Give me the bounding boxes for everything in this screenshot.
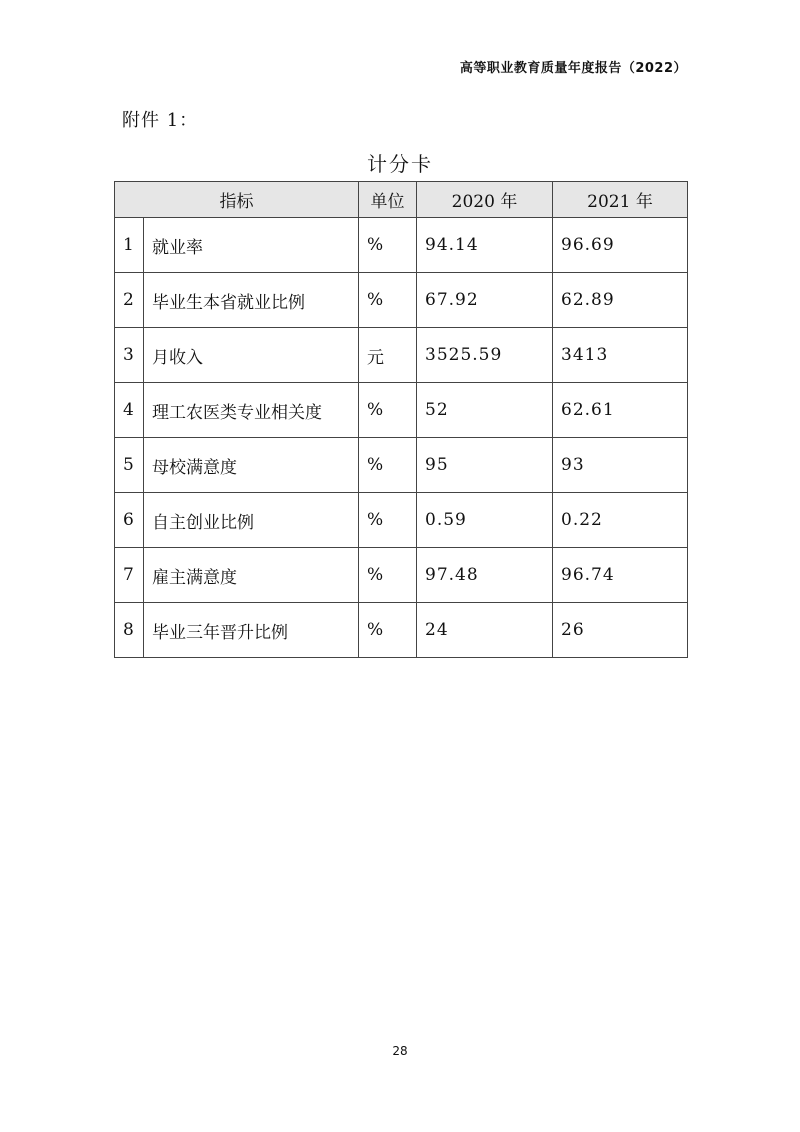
- value-2021-cell: 0.22: [553, 493, 688, 548]
- unit-cell: %: [359, 438, 417, 493]
- value-2021-cell: 26: [553, 603, 688, 658]
- page-number: 28: [392, 1044, 408, 1058]
- unit-cell: %: [359, 273, 417, 328]
- row-number: 2: [115, 273, 144, 328]
- value-2021-cell: 93: [553, 438, 688, 493]
- unit-cell: %: [359, 603, 417, 658]
- unit-cell: %: [359, 383, 417, 438]
- value-2020-cell: 0.59: [417, 493, 553, 548]
- value-2020-cell: 95: [417, 438, 553, 493]
- row-number: 7: [115, 548, 144, 603]
- table-header-row: [115, 182, 688, 218]
- column-header-2021: 2021 年: [553, 182, 688, 218]
- table-row: [115, 273, 688, 328]
- table-row: [115, 383, 688, 438]
- attachment-label: 附件 1：: [122, 110, 199, 131]
- table-header: [115, 182, 688, 218]
- row-number: 4: [115, 383, 144, 438]
- value-2020-cell: 52: [417, 383, 553, 438]
- column-header-unit: 单位: [359, 182, 417, 218]
- indicator-cell: 月收入: [144, 328, 359, 383]
- value-2020-cell: 97.48: [417, 548, 553, 603]
- table-title: 计分卡: [367, 152, 433, 176]
- value-2020-cell: 67.92: [417, 273, 553, 328]
- row-number: 3: [115, 328, 144, 383]
- indicator-cell: 母校满意度: [144, 438, 359, 493]
- value-2020-cell: 24: [417, 603, 553, 658]
- value-2021-cell: 96.74: [553, 548, 688, 603]
- indicator-cell: 就业率: [144, 218, 359, 273]
- value-2020-cell: 3525.59: [417, 328, 553, 383]
- unit-cell: %: [359, 218, 417, 273]
- value-2020-cell: 94.14: [417, 218, 553, 273]
- row-number: 8: [115, 603, 144, 658]
- indicator-cell: 雇主满意度: [144, 548, 359, 603]
- indicator-cell: 毕业生本省就业比例: [144, 273, 359, 328]
- row-number: 6: [115, 493, 144, 548]
- table-row: [115, 493, 688, 548]
- table-row: [115, 218, 688, 273]
- value-2021-cell: 96.69: [553, 218, 688, 273]
- score-card-table: [114, 181, 688, 658]
- table-row: [115, 603, 688, 658]
- table-row: [115, 438, 688, 493]
- indicator-cell: 理工农医类专业相关度: [144, 383, 359, 438]
- value-2021-cell: 62.61: [553, 383, 688, 438]
- column-header-2020: 2020 年: [417, 182, 553, 218]
- table-row: [115, 548, 688, 603]
- unit-cell: 元: [359, 328, 417, 383]
- row-number: 1: [115, 218, 144, 273]
- indicator-cell: 自主创业比例: [144, 493, 359, 548]
- indicator-cell: 毕业三年晋升比例: [144, 603, 359, 658]
- column-header-indicator: 指标: [115, 182, 359, 218]
- report-header-title: 高等职业教育质量年度报告（2022）: [459, 61, 687, 76]
- row-number: 5: [115, 438, 144, 493]
- unit-cell: %: [359, 493, 417, 548]
- table-row: [115, 328, 688, 383]
- value-2021-cell: 62.89: [553, 273, 688, 328]
- unit-cell: %: [359, 548, 417, 603]
- value-2021-cell: 3413: [553, 328, 688, 383]
- table-body: [115, 218, 688, 658]
